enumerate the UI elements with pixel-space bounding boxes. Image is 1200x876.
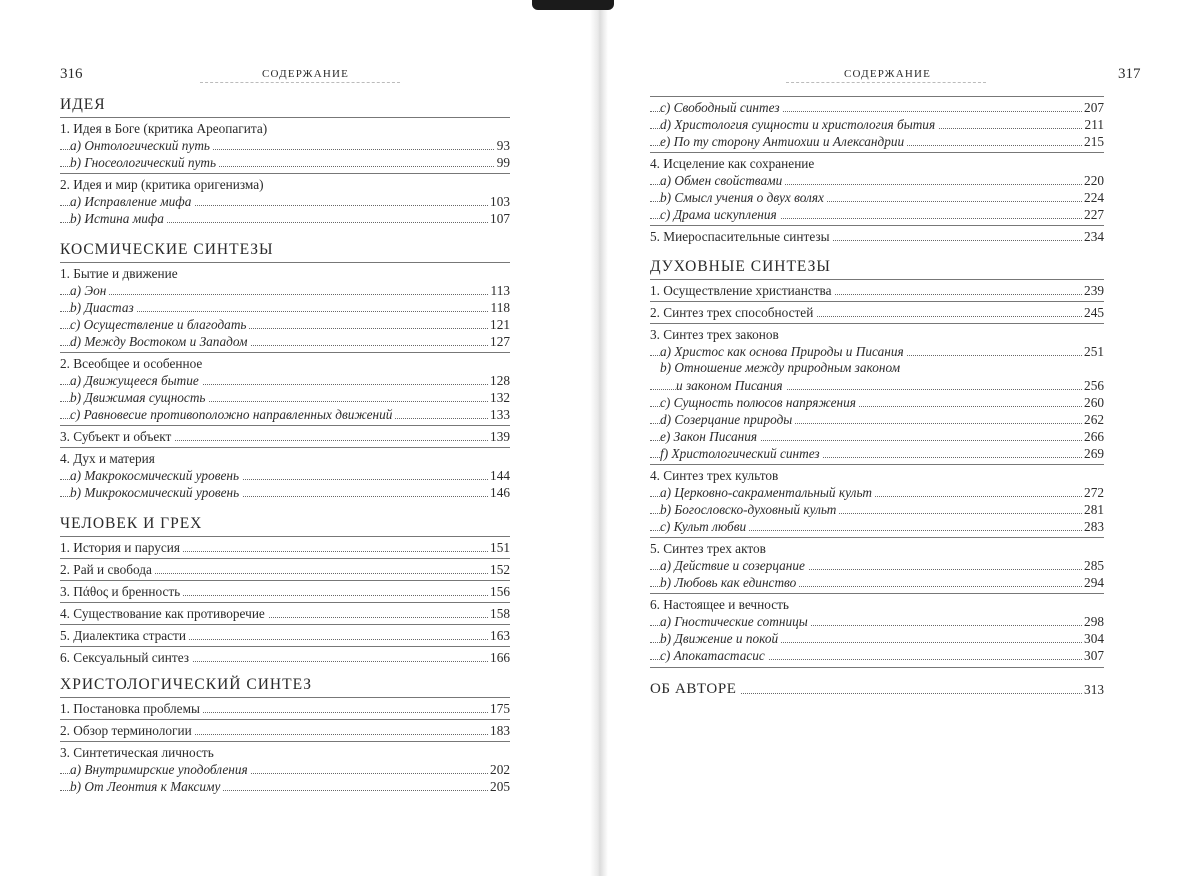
toc-entry-title: 3. Субъект и объект — [60, 428, 174, 445]
toc-entry[interactable] — [650, 428, 1104, 445]
toc-entry-page: 144 — [490, 468, 510, 483]
header-rule — [200, 82, 400, 83]
toc-entry-page: 156 — [490, 584, 510, 599]
toc-entry-title: b) Движимая сущность — [70, 389, 209, 406]
toc-entry[interactable] — [650, 484, 1104, 501]
group-rule — [650, 225, 1104, 226]
toc-entry-title: b) Микрокосмический уровень — [70, 484, 242, 501]
toc-entry-page: 127 — [490, 334, 510, 349]
group-rule — [60, 624, 510, 625]
toc-entry-page: 118 — [490, 300, 510, 315]
toc-entry-page: 281 — [1084, 502, 1104, 517]
toc-entry-page: 245 — [1084, 305, 1104, 320]
toc-entry-page: 239 — [1084, 283, 1104, 298]
toc-entry-page: 202 — [490, 762, 510, 777]
toc-entry-title: c) Драма искупления — [660, 206, 780, 223]
toc-entry[interactable] — [60, 389, 510, 406]
toc-entry[interactable] — [60, 778, 510, 795]
toc-entry-page: 133 — [490, 407, 510, 422]
toc-entry-page: 132 — [490, 390, 510, 405]
toc-entry[interactable] — [60, 210, 510, 227]
toc-entry-title: a) Обмен свойствами — [660, 172, 785, 189]
section-rule — [60, 262, 510, 263]
toc-entry-page: 285 — [1084, 558, 1104, 573]
toc-entry-title: a) Действие и созерцание — [660, 557, 808, 574]
toc-entry[interactable] — [650, 228, 1104, 245]
toc-entry-page: 313 — [1084, 682, 1104, 697]
toc-entry[interactable] — [60, 282, 510, 299]
toc-entry[interactable] — [60, 583, 510, 600]
toc-entry[interactable] — [650, 394, 1104, 411]
section-rule — [650, 279, 1104, 280]
toc-entry[interactable] — [650, 304, 1104, 321]
group-rule — [60, 558, 510, 559]
group-rule — [650, 301, 1104, 302]
toc-entry-title: 5. Миероспасительные синтезы — [650, 228, 833, 245]
toc-entry-title: b) Богословско-духовный культ — [660, 501, 839, 518]
group-rule — [60, 425, 510, 426]
toc-group — [60, 744, 510, 761]
toc-entry-title: c) Культ любви — [660, 518, 749, 535]
toc-entry-page: 256 — [1084, 378, 1104, 393]
toc-group-title: 4. Синтез трех культов — [650, 467, 781, 484]
page-number: 316 — [60, 66, 83, 82]
toc-entry[interactable] — [60, 137, 510, 154]
toc-entry-page: 283 — [1084, 519, 1104, 534]
toc-entry-page: 294 — [1084, 575, 1104, 590]
toc-entry-title: c) Сущность полюсов напряжения — [660, 394, 859, 411]
toc-entry-title: c) Осуществление и благодать — [70, 316, 249, 333]
toc-entry-page: 113 — [490, 283, 510, 298]
toc-entry-page: 260 — [1084, 395, 1104, 410]
toc-group-title: 4. Исцеление как сохранение — [650, 155, 817, 172]
toc-entry-page: 175 — [490, 701, 510, 716]
toc-entry[interactable] — [650, 116, 1104, 133]
toc-entry-page: 166 — [490, 650, 510, 665]
left-page — [0, 0, 590, 876]
toc-entry[interactable] — [60, 193, 510, 210]
toc-entry[interactable] — [650, 557, 1104, 574]
toc-group — [60, 355, 510, 372]
toc-entry-page: 266 — [1084, 429, 1104, 444]
toc-entry-title: c) Апокатастасис — [660, 647, 768, 664]
group-rule — [60, 602, 510, 603]
toc-group-title: 6. Настоящее и вечность — [650, 596, 792, 613]
section-rule — [60, 117, 510, 118]
toc-entry[interactable] — [60, 299, 510, 316]
toc-entry[interactable] — [60, 539, 510, 556]
toc-entry[interactable] — [650, 574, 1104, 591]
group-rule — [650, 537, 1104, 538]
toc-entry-page: 207 — [1084, 100, 1104, 115]
group-rule — [60, 173, 510, 174]
toc-entry-title: b) От Леонтия к Максиму — [70, 778, 223, 795]
toc-entry[interactable] — [60, 154, 510, 171]
toc-group — [650, 326, 1104, 343]
toc-entry-title: b) Движение и покой — [660, 630, 781, 647]
toc-entry-title: b) Диастаз — [70, 299, 137, 316]
group-rule — [60, 447, 510, 448]
section-title-cosmic: КОСМИЧЕСКИЕ СИНТЕЗЫ — [60, 241, 274, 258]
toc-entry-page: 251 — [1084, 344, 1104, 359]
toc-entry[interactable] — [60, 722, 510, 739]
group-rule — [60, 646, 510, 647]
book-gutter — [590, 0, 608, 876]
toc-group-title: 4. Дух и материя — [60, 450, 158, 467]
toc-entry[interactable] — [60, 561, 510, 578]
toc-entry-title: f) Христологический синтез — [660, 445, 823, 462]
toc-entry-page: 298 — [1084, 614, 1104, 629]
toc-entry[interactable] — [60, 627, 510, 644]
toc-group — [60, 176, 510, 193]
toc-entry-page: 183 — [490, 723, 510, 738]
toc-entry-page: 151 — [490, 540, 510, 555]
group-rule — [650, 464, 1104, 465]
toc-entry-page: 128 — [490, 373, 510, 388]
leader-dots — [60, 294, 510, 295]
toc-entry-title: и законом Писания — [676, 377, 786, 394]
toc-entry-title: a) Движущееся бытие — [70, 372, 202, 389]
toc-entry[interactable] — [60, 700, 510, 717]
toc-entry-title: d) Христология сущности и христология бытия — [660, 116, 938, 133]
toc-group — [650, 596, 1104, 613]
toc-entry-title: a) Церковно-сакраментальный культ — [660, 484, 875, 501]
toc-group — [60, 450, 510, 467]
toc-entry[interactable] — [650, 630, 1104, 647]
toc-entry[interactable] — [650, 172, 1104, 189]
page-number: 317 — [1118, 66, 1141, 82]
toc-entry-page: 152 — [490, 562, 510, 577]
toc-entry[interactable] — [650, 133, 1104, 150]
toc-entry[interactable] — [650, 282, 1104, 299]
toc-entry[interactable] — [650, 501, 1104, 518]
toc-group-title: 2. Идея и мир (критика оригенизма) — [60, 176, 267, 193]
toc-group-title: 1. Бытие и движение — [60, 265, 181, 282]
toc-entry-page: 163 — [490, 628, 510, 643]
section-title-christology: ХРИСТОЛОГИЧЕСКИЙ СИНТЕЗ — [60, 676, 312, 693]
toc-entry[interactable] — [60, 333, 510, 350]
toc-entry-title: a) Гностические сотницы — [660, 613, 811, 630]
group-rule — [650, 323, 1104, 324]
toc-entry-page: 272 — [1084, 485, 1104, 500]
toc-entry-title: b) Гносеологический путь — [70, 154, 219, 171]
toc-entry-page: 121 — [490, 317, 510, 332]
section-title-idea: ИДЕЯ — [60, 96, 106, 113]
toc-entry-title: a) Эон — [70, 282, 109, 299]
toc-entry[interactable] — [650, 206, 1104, 223]
toc-entry[interactable] — [60, 649, 510, 666]
toc-entry[interactable] — [60, 428, 510, 445]
toc-entry-page: 146 — [490, 485, 510, 500]
toc-entry-page: 234 — [1084, 229, 1104, 244]
toc-entry-about[interactable] — [650, 681, 1104, 698]
toc-entry-title: 3. Πάθος и бренность — [60, 583, 183, 600]
toc-entry-page: 220 — [1084, 173, 1104, 188]
toc-entry[interactable] — [650, 99, 1104, 116]
toc-entry-title: 6. Сексуальный синтез — [60, 649, 192, 666]
toc-group — [650, 155, 1104, 172]
section-rule — [650, 96, 1104, 97]
toc-entry-title: d) Между Востоком и Западом — [70, 333, 250, 350]
toc-entry-page: 93 — [496, 138, 510, 153]
toc-entry-page: 224 — [1084, 190, 1104, 205]
toc-entry-title: 1. Постановка проблемы — [60, 700, 203, 717]
toc-entry[interactable] — [650, 411, 1104, 428]
toc-entry-title: 1. История и парусия — [60, 539, 183, 556]
toc-entry[interactable] — [650, 613, 1104, 630]
toc-entry-title: c) Равновесие противоположно направленных движений — [70, 406, 395, 423]
toc-entry-title: a) Внутримирские уподобления — [70, 761, 251, 778]
header-rule — [786, 82, 986, 83]
toc-group-title: 2. Всеобщее и особенное — [60, 355, 205, 372]
toc-entry-page: 227 — [1084, 207, 1104, 222]
toc-entry[interactable] — [650, 377, 1104, 394]
toc-group — [650, 467, 1104, 484]
toc-entry[interactable] — [650, 343, 1104, 360]
toc-entry[interactable] — [650, 518, 1104, 535]
section-title-man: ЧЕЛОВЕК И ГРЕХ — [60, 515, 203, 532]
toc-entry-title: e) Закон Писания — [660, 428, 760, 445]
toc-entry-title: 2. Рай и свобода — [60, 561, 155, 578]
toc-entry-page: 262 — [1084, 412, 1104, 427]
right-page — [608, 0, 1200, 876]
toc-entry-title: b) Смысл учения о двух волях — [660, 189, 827, 206]
toc-entry-page: 304 — [1084, 631, 1104, 646]
toc-entry[interactable] — [60, 467, 510, 484]
section-rule — [60, 536, 510, 537]
toc-entry[interactable] — [650, 445, 1104, 462]
toc-group — [650, 540, 1104, 557]
toc-entry-title: 2. Синтез трех способностей — [650, 304, 816, 321]
toc-entry-title: b) Любовь как единство — [660, 574, 799, 591]
section-title-spiritual: ДУХОВНЫЕ СИНТЕЗЫ — [650, 258, 831, 275]
toc-entry-title: a) Христос как основа Природы и Писания — [660, 343, 907, 360]
section-rule — [60, 697, 510, 698]
toc-entry-page: 158 — [490, 606, 510, 621]
toc-entry-title-line: b) Отношение между природным законом — [660, 360, 901, 375]
group-rule — [60, 719, 510, 720]
toc-entry-title: a) Онтологический путь — [70, 137, 213, 154]
group-rule — [650, 593, 1104, 594]
toc-group — [60, 120, 510, 137]
toc-entry[interactable] — [60, 316, 510, 333]
running-head: СОДЕРЖАНИЕ — [844, 68, 932, 80]
toc-entry-title: 4. Существование как противоречие — [60, 605, 268, 622]
toc-entry[interactable] — [60, 605, 510, 622]
toc-entry-page: 269 — [1084, 446, 1104, 461]
toc-entry-title: e) По ту сторону Антиохии и Александрии — [660, 133, 907, 150]
toc-entry-title: ОБ АВТОРЕ — [650, 681, 740, 698]
toc-entry-title: b) Истина мифа — [70, 210, 167, 227]
toc-group-title: 1. Идея в Боге (критика Ареопагита) — [60, 120, 270, 137]
toc-entry[interactable] — [60, 372, 510, 389]
group-rule — [650, 152, 1104, 153]
toc-group-title: 3. Синтез трех законов — [650, 326, 782, 343]
group-rule — [60, 580, 510, 581]
toc-entry-title: c) Свободный синтез — [660, 99, 783, 116]
toc-entry[interactable] — [650, 647, 1104, 664]
toc-group — [60, 265, 510, 282]
toc-entry-title: a) Макрокосмический уровень — [70, 467, 242, 484]
toc-entry[interactable] — [60, 761, 510, 778]
toc-entry-page: 215 — [1084, 134, 1104, 149]
toc-entry[interactable] — [60, 406, 510, 423]
toc-entry-page: 211 — [1084, 117, 1104, 132]
running-head: СОДЕРЖАНИЕ — [262, 68, 350, 80]
toc-entry-title: a) Исправление мифа — [70, 193, 194, 210]
toc-entry-page: 103 — [490, 194, 510, 209]
toc-entry-title: 1. Осуществление христианства — [650, 282, 835, 299]
group-rule — [60, 352, 510, 353]
toc-entry-page: 99 — [496, 155, 510, 170]
toc-entry-title: 5. Диалектика страсти — [60, 627, 189, 644]
toc-entry-title: 2. Обзор терминологии — [60, 722, 195, 739]
toc-entry-page: 139 — [490, 429, 510, 444]
toc-entry-page: 205 — [490, 779, 510, 794]
toc-entry-page: 307 — [1084, 648, 1104, 663]
group-rule — [60, 741, 510, 742]
toc-entry[interactable] — [650, 189, 1104, 206]
toc-entry-title: d) Созерцание природы — [660, 411, 795, 428]
toc-group-title: 5. Синтез трех актов — [650, 540, 769, 557]
toc-entry-page: 107 — [490, 211, 510, 226]
toc-entry[interactable] — [60, 484, 510, 501]
toc-group-title: 3. Синтетическая личность — [60, 744, 217, 761]
section-rule — [650, 667, 1104, 668]
